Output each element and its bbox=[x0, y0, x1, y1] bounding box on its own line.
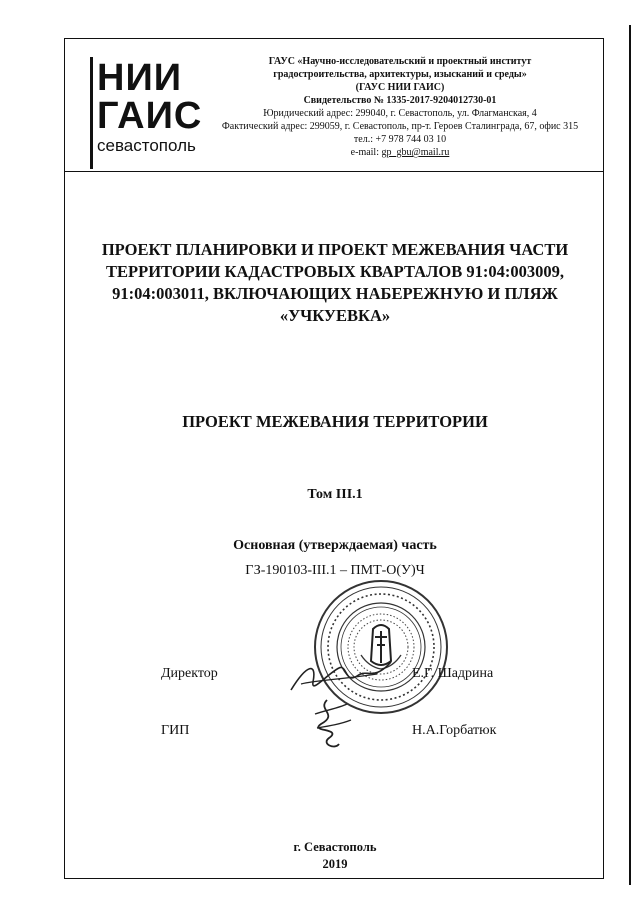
org-phone: тел.: +7 978 744 03 10 bbox=[353, 134, 447, 145]
logo-text-city: севастополь bbox=[97, 136, 196, 155]
gip-role: ГИП bbox=[161, 723, 190, 738]
letterhead bbox=[65, 39, 603, 172]
org-email-row bbox=[205, 146, 595, 159]
org-name-line1: ГАУС «Научно-исследовательский и проектный институт bbox=[268, 56, 532, 67]
organization-info bbox=[205, 55, 595, 159]
project-title-line4: «УЧКУЕВКА» bbox=[279, 306, 391, 325]
org-email-label: e-mail: bbox=[350, 147, 382, 158]
section-title: ПРОЕКТ МЕЖЕВАНИЯ ТЕРРИТОРИИ bbox=[182, 412, 488, 431]
volume-number: Том III.1 bbox=[307, 487, 363, 502]
director-name: Е.Г. Шадрина bbox=[412, 666, 494, 681]
org-certificate: Свидетельство № 1335-2017-9204012730-01 bbox=[303, 95, 497, 106]
director-signature-icon bbox=[287, 654, 397, 699]
part-title: Основная (утверждаемая) часть bbox=[233, 538, 437, 553]
scan-edge-line bbox=[629, 25, 631, 885]
footer-city: г. Севастополь bbox=[293, 840, 377, 854]
director-role: Директор bbox=[161, 666, 218, 681]
logo-text-gais: ГАИС bbox=[97, 95, 203, 137]
logo-text-nii: НИИ bbox=[97, 57, 183, 99]
org-legal-address: Юридический адрес: 299040, г. Севастополь, ул. Флагманская, 4 bbox=[263, 108, 537, 119]
project-title-line2: ТЕРРИТОРИИ КАДАСТРОВЫХ КВАРТАЛОВ 91:04:003009, bbox=[106, 262, 564, 281]
org-name-line2: градостроительства, архитектуры, изысканий и среды» bbox=[273, 69, 527, 80]
org-actual-address: Фактический адрес: 299059, г. Севастополь, пр-т. Героев Сталинграда, 67, офис 315 bbox=[221, 121, 579, 132]
project-title-line3: 91:04:003011, ВКЛЮЧАЮЩИХ НАБЕРЕЖНУЮ И ПЛЯЖ bbox=[112, 284, 558, 303]
project-title-line1: ПРОЕКТ ПЛАНИРОВКИ И ПРОЕКТ МЕЖЕВАНИЯ ЧАСТИ bbox=[101, 240, 569, 259]
document-frame bbox=[64, 38, 604, 879]
gip-name: Н.А.Горбатюк bbox=[412, 723, 497, 738]
org-email-link[interactable]: gp_gbu@mail.ru bbox=[381, 147, 450, 158]
document-code: ГЗ-190103-III.1 – ПМТ-О(У)Ч bbox=[245, 563, 425, 578]
institute-logo bbox=[90, 57, 203, 169]
footer-year: 2019 bbox=[322, 857, 348, 871]
org-short-name: (ГАУС НИИ ГАИС) bbox=[355, 82, 445, 93]
project-title bbox=[85, 239, 585, 327]
gip-signature-icon bbox=[299, 694, 359, 754]
